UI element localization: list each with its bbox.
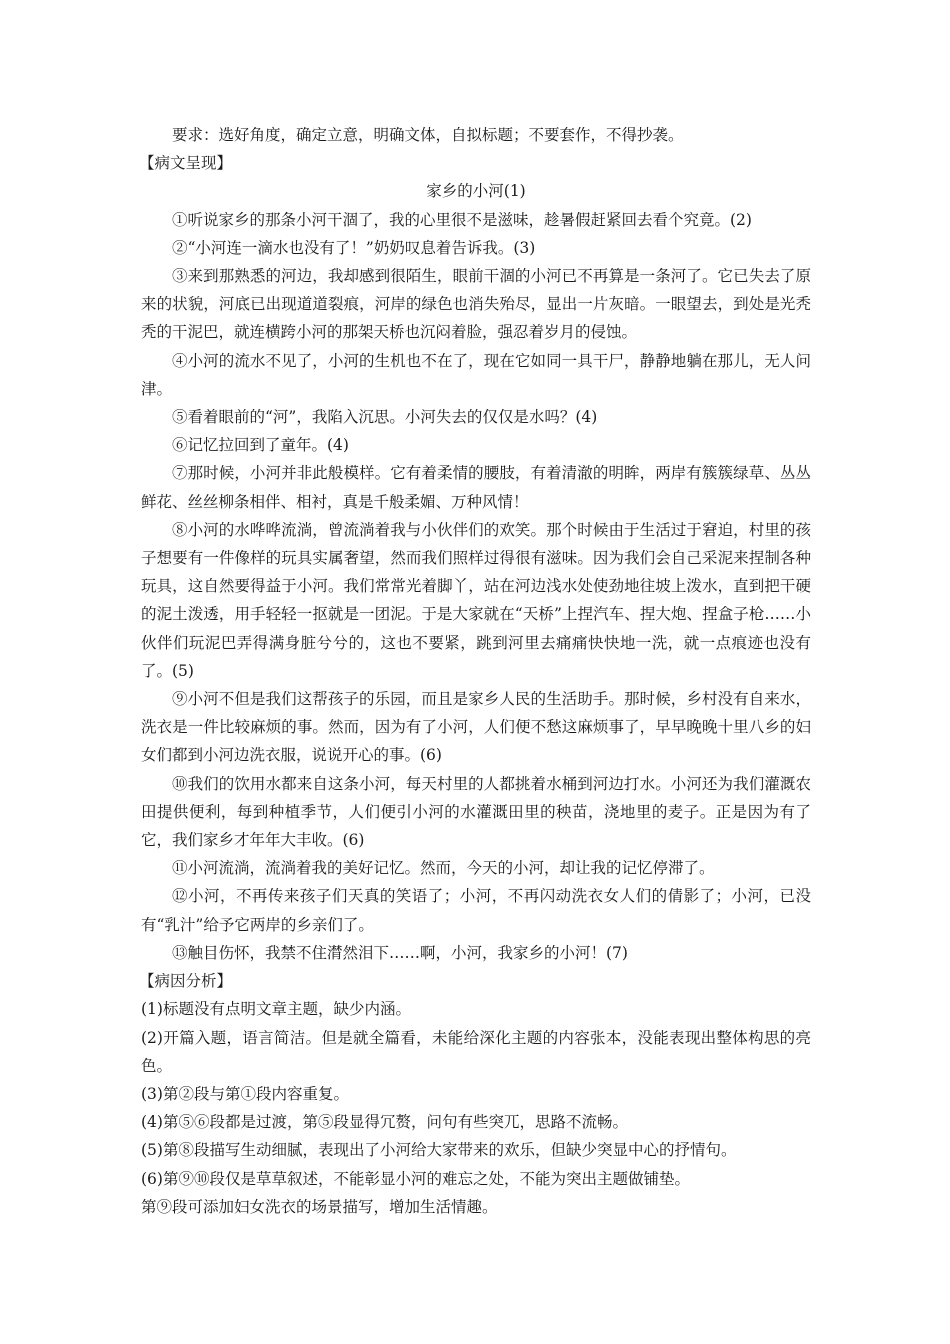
essay-body <box>141 206 811 967</box>
analysis-item-1: (1)标题没有点明文章主题，缺少内涵。 <box>141 1000 411 1019</box>
essay-paragraph-4: ④小河的流水不见了，小河的生机也不在了，现在它如同一具干尸，静静地躺在那儿，无人问津。 <box>141 351 811 398</box>
analysis-item-7: 第⑨段可添加妇女洗衣的场景描写，增加生活情趣。 <box>141 1197 498 1216</box>
essay-paragraph-12: ⑫小河，不再传来孩子们天真的笑语了；小河，不再闪动洗衣女人们的倩影了；小河，已没有“乳汁”给予它两岸的乡亲们了。 <box>141 887 811 934</box>
essay-paragraph-8: ⑧小河的水哗哗流淌，曾流淌着我与小伙伴们的欢笑。那个时候由于生活过于窘迫，村里的孩子想要有一件像样的玩具实属奢望，然而我们照样过得很有滋味。因为我们会自己采泥来捏制各种玩具，这自然要得益于小河。我们常常光着脚丫，站在河边浅水处使劲地往坡上泼水，直到把干硬的泥土泼透，用手轻轻一抠就是一团泥。于是大家就在“天桥”上捏汽车、捏大炮、捏盒子枪……小伙伴们玩泥巴弄得满身脏兮兮的，这也不要紧，跳到河里去痛痛快快地一洗，就一点痕迹也没有了。(5) <box>141 520 811 680</box>
essay-paragraph-6: ⑥记忆拉回到了童年。(4) <box>172 436 349 455</box>
analysis-list <box>141 995 811 1221</box>
analysis-item-4: (4)第⑤⑥段都是过渡，第⑤段显得冗赘，问句有些突兀，思路不流畅。 <box>141 1113 628 1132</box>
essay-title: 家乡的小河(1) <box>426 182 526 201</box>
analysis-item-2: (2)开篇入题，语言简洁。但是就全篇看，未能给深化主题的内容张本，没能表现出整体构思的亮色。 <box>141 1028 811 1075</box>
analysis-item-3: (3)第②段与第①段内容重复。 <box>141 1084 349 1103</box>
section-heading-analysis: 【病因分析】 <box>139 972 233 991</box>
section-heading-essay: 【病文呈现】 <box>139 154 233 173</box>
essay-paragraph-10: ⑩我们的饮用水都来自这条小河，每天村里的人都挑着水桶到河边打水。小河还为我们灌溉农田提供便利，每到种植季节，人们便引小河的水灌溉田里的秧苗，浇地里的麦子。正是因为有了它，我们家乡才年年大丰收。(6) <box>141 774 811 850</box>
essay-paragraph-13: ⑬触目伤怀，我禁不住潸然泪下……啊，小河，我家乡的小河！(7) <box>172 943 628 962</box>
essay-paragraph-5: ⑤看着眼前的“河”，我陷入沉思。小河失去的仅仅是水吗？(4) <box>172 408 598 427</box>
essay-paragraph-1: ①听说家乡的那条小河干涸了，我的心里很不是滋味，趁暑假赶紧回去看个究竟。(2) <box>172 210 752 229</box>
essay-paragraph-3: ③来到那熟悉的河边，我却感到很陌生，眼前干涸的小河已不再算是一条河了。它已失去了原来的状貌，河底已出现道道裂痕，河岸的绿色也消失殆尽，显出一片灰暗。一眼望去，到处是光秃秃的干泥巴，就连横跨小河的那架天桥也沉闷着脸，强忍着岁月的侵蚀。 <box>141 267 811 342</box>
requirement-text: 要求：选好角度，确定立意，明确文体，自拟标题；不要套作，不得抄袭。 <box>172 126 684 144</box>
essay-paragraph-2: ②“小河连一滴水也没有了！”奶奶叹息着告诉我。(3) <box>172 238 536 257</box>
essay-paragraph-11: ⑪小河流淌，流淌着我的美好记忆。然而，今天的小河，却让我的记忆停滞了。 <box>172 859 715 878</box>
document-page <box>141 121 811 1221</box>
essay-paragraph-7: ⑦那时候，小河并非此般模样。它有着柔情的腰肢，有着清澈的明眸，两岸有簇簇绿草、丛丛鲜花、丝丝柳条相伴、相衬，真是千般柔媚、万种风情！ <box>141 464 811 511</box>
essay-paragraph-9: ⑨小河不但是我们这帮孩子的乐园，而且是家乡人民的生活助手。那时候，乡村没有自来水，洗衣是一件比较麻烦的事。然而，因为有了小河，人们便不愁这麻烦事了，早早晚晚十里八乡的妇女们都到小河边洗衣服，说说开心的事。(6) <box>141 690 811 765</box>
analysis-item-5: (5)第⑧段描写生动细腻，表现出了小河给大家带来的欢乐，但缺少突显中心的抒情句。 <box>141 1141 737 1160</box>
analysis-item-6: (6)第⑨⑩段仅是草草叙述，不能彰显小河的难忘之处，不能为突出主题做铺垫。 <box>141 1169 690 1188</box>
